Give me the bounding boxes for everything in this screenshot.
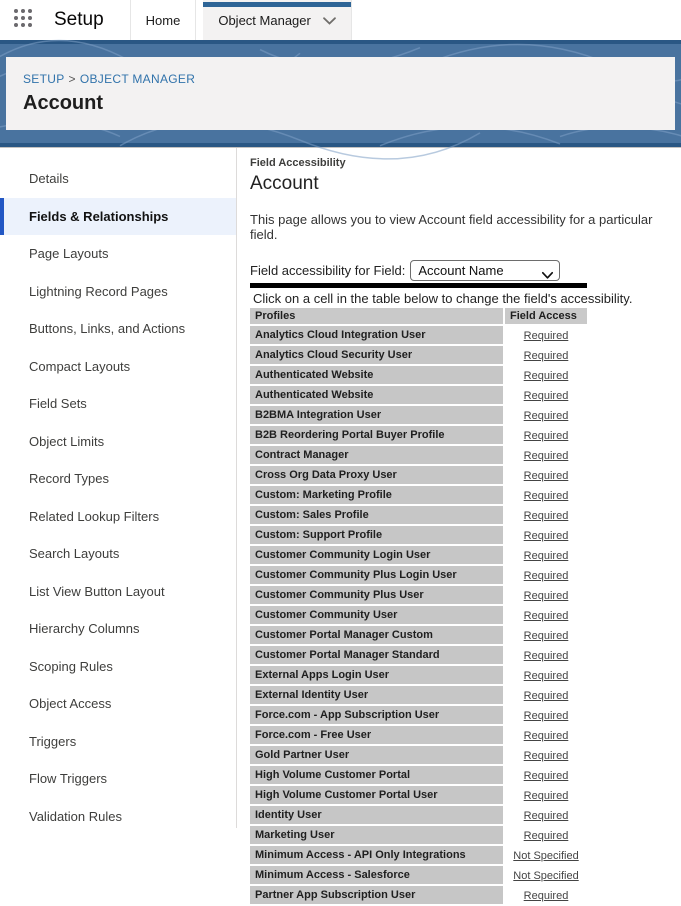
table-body: [250, 326, 587, 904]
field-access-link[interactable]: Required: [523, 810, 569, 822]
field-access-link[interactable]: Required: [523, 590, 569, 602]
profile-name-cell: Contract Manager: [250, 446, 503, 464]
field-access-link[interactable]: Required: [523, 510, 569, 522]
profile-name-cell: Minimum Access - Salesforce: [250, 866, 503, 884]
object-manager-sidebar: [0, 147, 237, 828]
profile-name-cell: Customer Portal Manager Custom: [250, 626, 503, 644]
app-launcher-icon[interactable]: [14, 9, 38, 27]
table-row: [250, 566, 587, 584]
table-row: [250, 786, 587, 804]
field-access-cell: [505, 766, 587, 784]
profile-name-cell: B2B Reordering Portal Buyer Profile: [250, 426, 503, 444]
field-access-cell: [505, 806, 587, 824]
table-row: [250, 326, 587, 344]
profile-name-cell: Analytics Cloud Security User: [250, 346, 503, 364]
field-accessibility-table: [248, 306, 589, 906]
column-header-profiles: Profiles: [250, 308, 503, 324]
table-row: [250, 826, 587, 844]
table-row: [250, 386, 587, 404]
profile-name-cell: High Volume Customer Portal: [250, 766, 503, 784]
field-access-cell: [505, 606, 587, 624]
profile-name-cell: Minimum Access - API Only Integrations: [250, 846, 503, 864]
profile-name-cell: B2BMA Integration User: [250, 406, 503, 424]
field-access-cell: [505, 666, 587, 684]
field-access-link[interactable]: Required: [523, 670, 569, 682]
field-access-link[interactable]: Required: [523, 730, 569, 742]
table-row: [250, 486, 587, 504]
field-access-cell: [505, 486, 587, 504]
table-row: [250, 546, 587, 564]
sidebar-item-page-layouts[interactable]: Page Layouts: [29, 246, 109, 262]
tab-object-manager[interactable]: [203, 0, 352, 40]
field-access-link[interactable]: Required: [523, 550, 569, 562]
profile-name-cell: Customer Portal Manager Standard: [250, 646, 503, 664]
sidebar-item-record-types[interactable]: Record Types: [29, 471, 109, 487]
column-header-field-access: Field Access: [505, 308, 587, 324]
tab-home-label: Home: [145, 12, 181, 28]
breadcrumb-separator: >: [68, 72, 76, 86]
field-access-link[interactable]: Required: [523, 450, 569, 462]
field-access-cell: [505, 626, 587, 644]
field-access-cell: [505, 406, 587, 424]
section-divider-bar: [250, 283, 587, 288]
breadcrumb-object-manager-link[interactable]: OBJECT MANAGER: [79, 72, 196, 86]
profile-name-cell: Force.com - Free User: [250, 726, 503, 744]
field-access-link[interactable]: Required: [523, 530, 569, 542]
table-row: [250, 446, 587, 464]
field-access-cell: [505, 346, 587, 364]
breadcrumb: [23, 72, 675, 86]
table-row: [250, 626, 587, 644]
profile-name-cell: Cross Org Data Proxy User: [250, 466, 503, 484]
profile-name-cell: External Identity User: [250, 686, 503, 704]
field-access-link[interactable]: Required: [523, 390, 569, 402]
field-access-cell: [505, 706, 587, 724]
field-access-cell: [505, 566, 587, 584]
table-row: [250, 706, 587, 724]
sidebar-item-related-lookup-filters[interactable]: Related Lookup Filters: [29, 508, 160, 524]
profile-name-cell: Custom: Support Profile: [250, 526, 503, 544]
sidebar-item-flow-triggers[interactable]: Flow Triggers: [29, 771, 108, 787]
table-row: [250, 886, 587, 904]
table-hint: Click on a cell in the table below to change the field's accessibility.: [253, 291, 633, 306]
table-row: [250, 806, 587, 824]
field-access-cell: [505, 446, 587, 464]
sidebar-item-field-sets[interactable]: Field Sets: [29, 396, 87, 412]
body-row: [0, 147, 681, 902]
sidebar-item-object-access[interactable]: Object Access: [29, 696, 112, 712]
profile-name-cell: Partner App Subscription User: [250, 886, 503, 904]
field-access-link[interactable]: Required: [523, 890, 569, 902]
field-access-link[interactable]: Required: [523, 690, 569, 702]
field-access-cell: [505, 686, 587, 704]
tab-home[interactable]: [130, 0, 197, 40]
field-access-cell: [505, 546, 587, 564]
table-row: [250, 366, 587, 384]
field-access-link[interactable]: Required: [523, 350, 569, 362]
sidebar-item-scoping-rules[interactable]: Scoping Rules: [29, 658, 113, 674]
field-selector-row: [250, 260, 681, 281]
profile-name-cell: Identity User: [250, 806, 503, 824]
app-title: Setup: [54, 9, 104, 30]
field-access-link[interactable]: Required: [523, 750, 569, 762]
table-row: [250, 666, 587, 684]
profile-name-cell: Force.com - App Subscription User: [250, 706, 503, 724]
field-access-cell: [505, 366, 587, 384]
field-select[interactable]: [410, 260, 560, 281]
field-access-cell: [505, 886, 587, 904]
profile-name-cell: Customer Community Plus Login User: [250, 566, 503, 584]
sidebar-item-buttons-links-and-actions[interactable]: Buttons, Links, and Actions: [29, 321, 186, 337]
sidebar-item-hierarchy-columns[interactable]: Hierarchy Columns: [29, 621, 140, 637]
profile-name-cell: High Volume Customer Portal User: [250, 786, 503, 804]
field-access-link[interactable]: Required: [523, 830, 569, 842]
profile-name-cell: External Apps Login User: [250, 666, 503, 684]
profile-name-cell: Analytics Cloud Integration User: [250, 326, 503, 344]
field-access-link[interactable]: Required: [523, 430, 569, 442]
field-access-link[interactable]: Required: [523, 490, 569, 502]
field-access-link[interactable]: Required: [523, 570, 569, 582]
table-row: [250, 766, 587, 784]
field-access-cell: [505, 826, 587, 844]
page-title: Account: [250, 173, 319, 194]
field-access-cell: [505, 726, 587, 744]
field-access-cell: [505, 426, 587, 444]
field-access-cell: [505, 506, 587, 524]
setup-tabs: [130, 0, 352, 40]
sidebar-item-lightning-record-pages[interactable]: Lightning Record Pages: [29, 283, 168, 299]
table-row: [250, 466, 587, 484]
table-row: [250, 346, 587, 364]
field-access-link[interactable]: Required: [523, 650, 569, 662]
field-access-link[interactable]: Not Specified: [513, 850, 579, 862]
field-access-cell: [505, 866, 587, 884]
profile-name-cell: Gold Partner User: [250, 746, 503, 764]
table-row: [250, 866, 587, 884]
field-access-cell: [505, 386, 587, 404]
sidebar-item-fields-relationships[interactable]: Fields & Relationships: [0, 198, 236, 236]
object-title: Account: [23, 92, 103, 114]
field-access-link[interactable]: Not Specified: [513, 870, 579, 882]
table-header-row: [250, 308, 587, 324]
field-access-cell: [505, 786, 587, 804]
sidebar-item-object-limits[interactable]: Object Limits: [29, 433, 105, 449]
field-access-cell: [505, 526, 587, 544]
field-access-cell: [505, 746, 587, 764]
field-select-wrap: [410, 260, 560, 281]
chevron-down-icon: [323, 13, 336, 28]
field-access-link[interactable]: Required: [523, 410, 569, 422]
field-access-link[interactable]: Required: [523, 790, 569, 802]
page-description: This page allows you to view Account field accessibility for a particular field.: [250, 212, 653, 242]
sidebar-item-search-layouts[interactable]: Search Layouts: [29, 546, 120, 562]
table-row: [250, 526, 587, 544]
field-access-link[interactable]: Required: [523, 610, 569, 622]
sidebar-item-compact-layouts[interactable]: Compact Layouts: [29, 358, 131, 374]
global-header: [0, 0, 681, 40]
field-access-cell: [505, 846, 587, 864]
profile-name-cell: Marketing User: [250, 826, 503, 844]
field-access-cell: [505, 646, 587, 664]
table-row: [250, 406, 587, 424]
table-row: [250, 686, 587, 704]
profile-name-cell: Authenticated Website: [250, 386, 503, 404]
field-access-cell: [505, 586, 587, 604]
banner-card: [6, 57, 675, 130]
field-access-link[interactable]: Required: [523, 770, 569, 782]
profile-name-cell: Authenticated Website: [250, 366, 503, 384]
breadcrumb-setup-link[interactable]: SETUP: [23, 72, 65, 86]
profile-name-cell: Custom: Marketing Profile: [250, 486, 503, 504]
sidebar-item-validation-rules[interactable]: Validation Rules: [29, 808, 122, 824]
table-row: [250, 846, 587, 864]
sidebar-item-list-view-button-layout[interactable]: List View Button Layout: [29, 583, 165, 599]
field-selector-label: Field accessibility for Field:: [250, 263, 406, 278]
field-access-link[interactable]: Required: [523, 330, 569, 342]
profile-name-cell: Customer Community User: [250, 606, 503, 624]
profile-name-cell: Custom: Sales Profile: [250, 506, 503, 524]
sidebar-item-details[interactable]: Details: [29, 171, 69, 187]
page-banner: [0, 40, 681, 147]
sidebar-item-triggers[interactable]: Triggers: [29, 733, 77, 749]
field-access-cell: [505, 326, 587, 344]
profile-name-cell: Customer Community Plus User: [250, 586, 503, 604]
field-access-link[interactable]: Required: [523, 630, 569, 642]
table-row: [250, 426, 587, 444]
field-access-link[interactable]: Required: [523, 370, 569, 382]
field-access-link[interactable]: Required: [523, 470, 569, 482]
profile-name-cell: Customer Community Login User: [250, 546, 503, 564]
table-row: [250, 726, 587, 744]
main-content: [237, 147, 681, 902]
table-row: [250, 586, 587, 604]
section-label: Field Accessibility: [250, 157, 346, 169]
table-row: [250, 506, 587, 524]
tab-object-manager-label: Object Manager: [218, 12, 311, 28]
table-row: [250, 606, 587, 624]
field-access-cell: [505, 466, 587, 484]
table-row: [250, 646, 587, 664]
field-access-link[interactable]: Required: [523, 710, 569, 722]
table-row: [250, 746, 587, 764]
